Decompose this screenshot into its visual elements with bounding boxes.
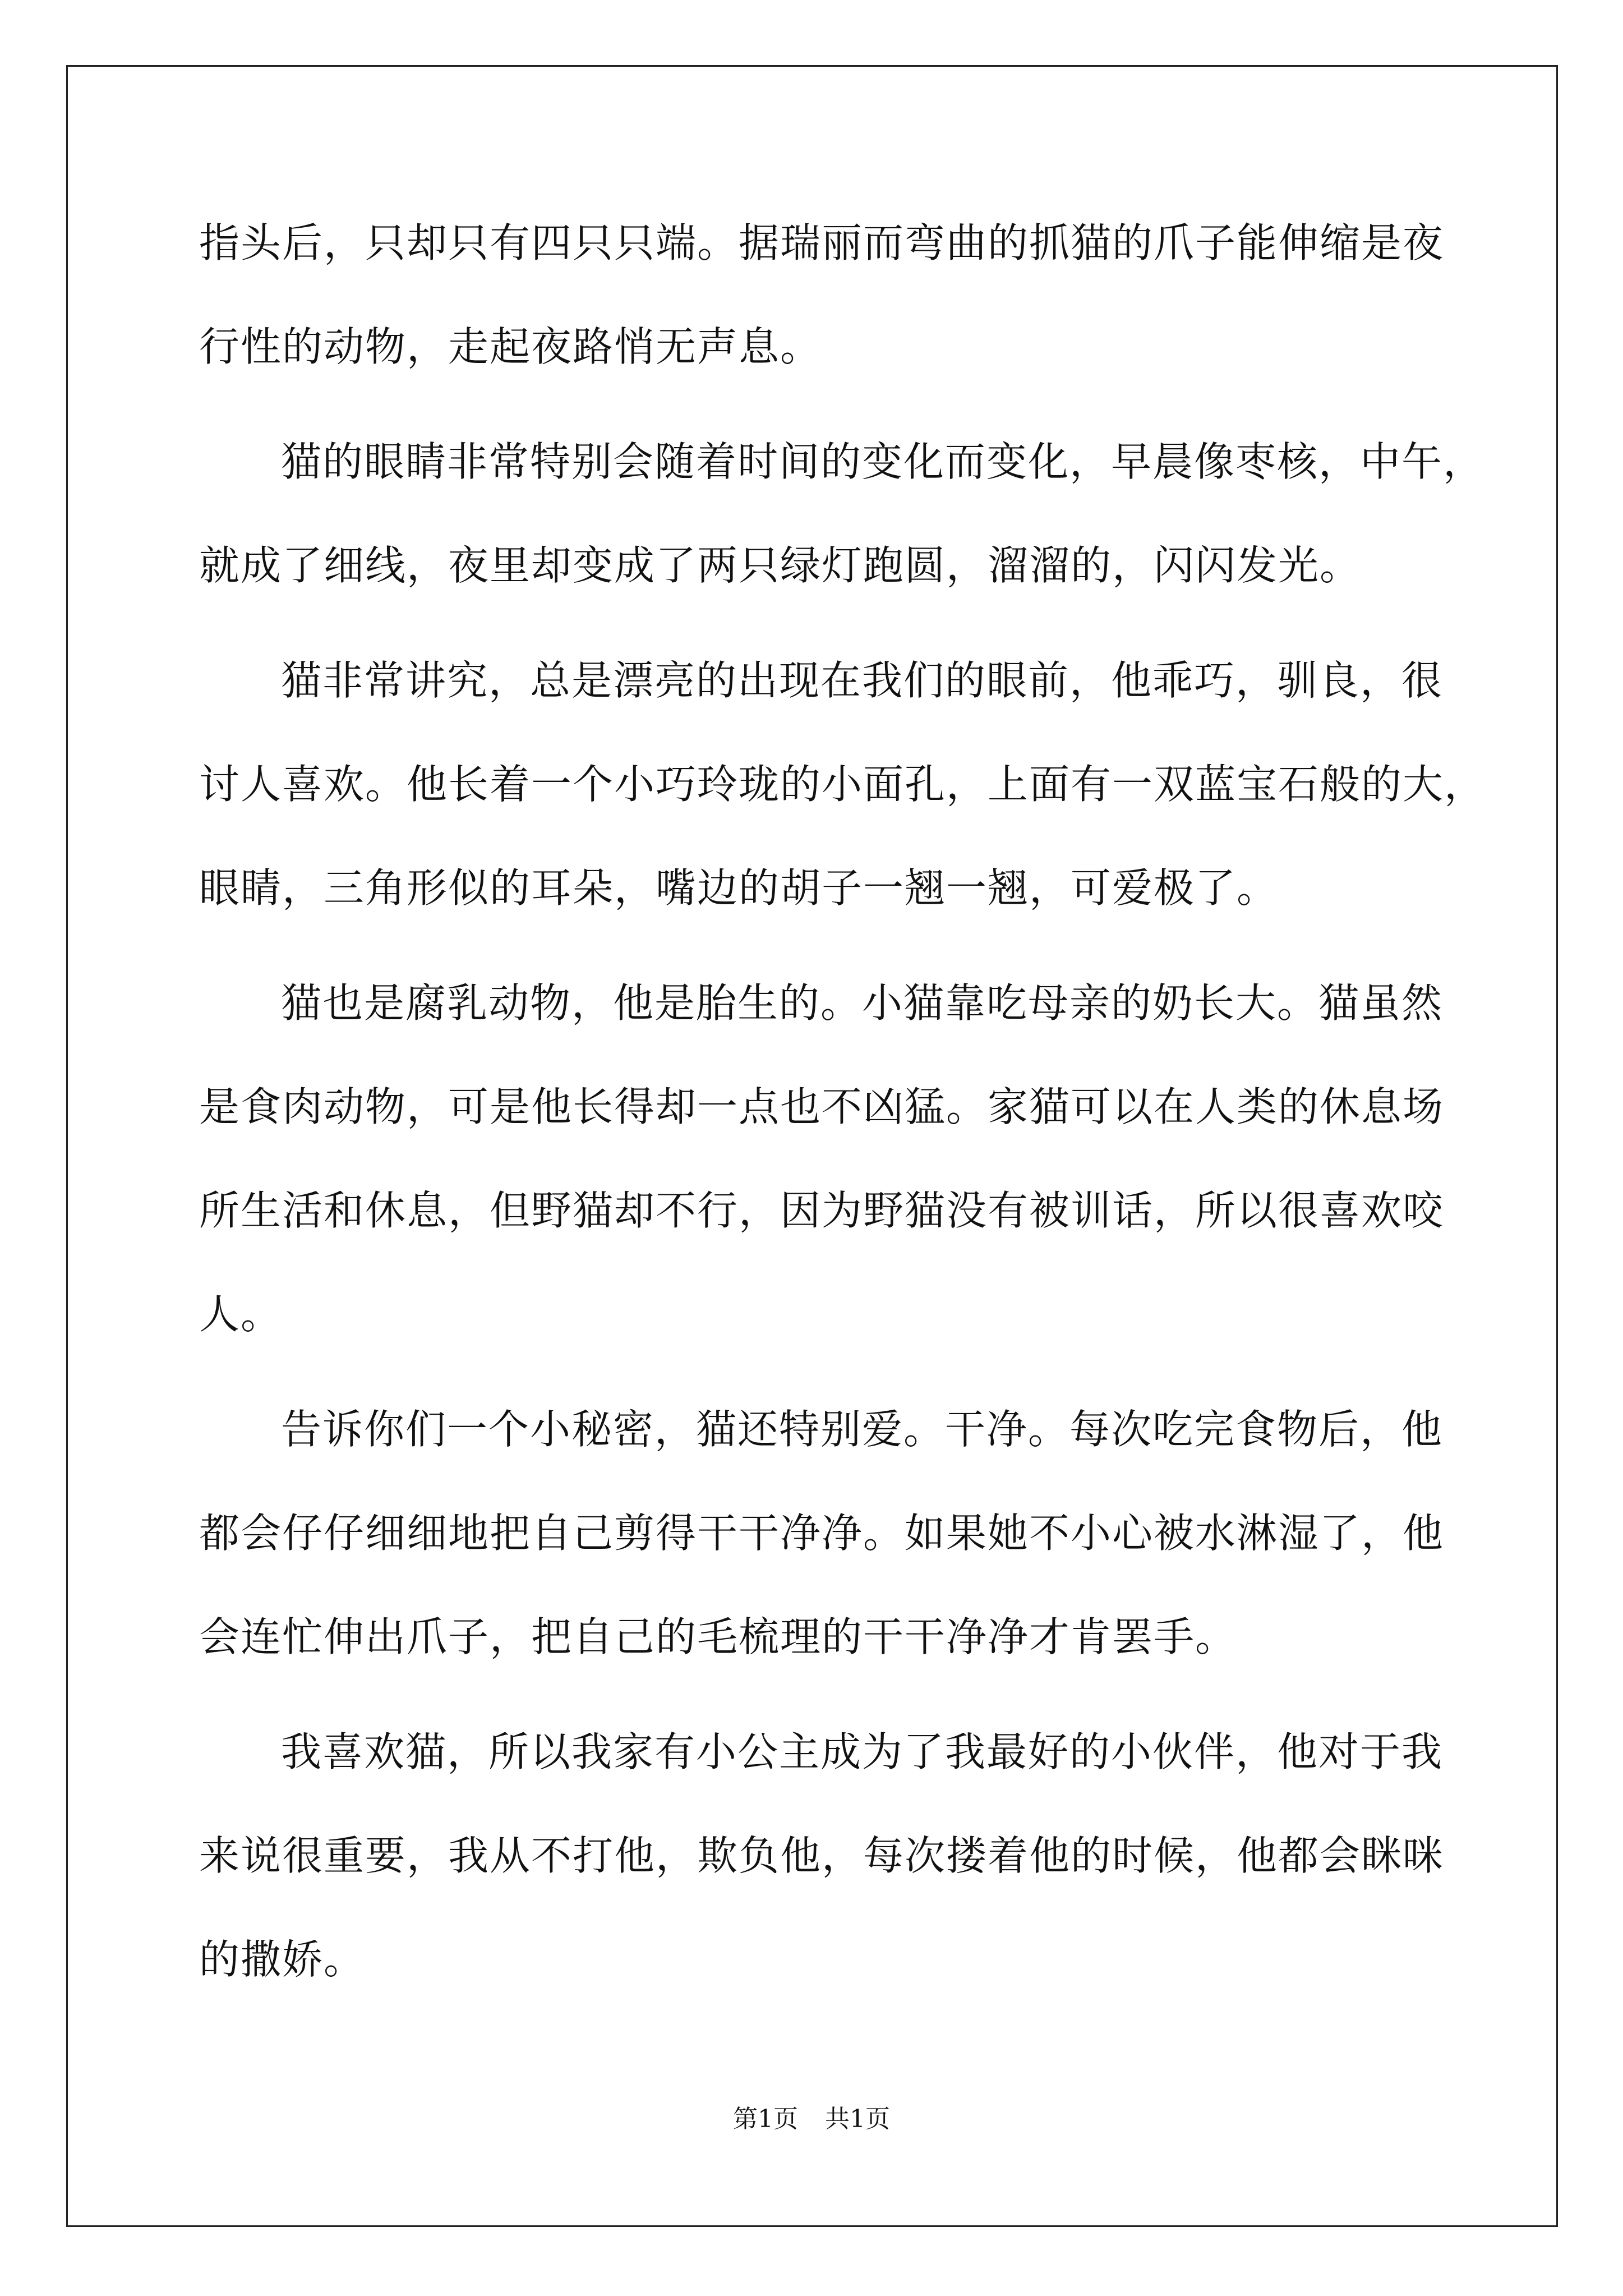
text-line: 我喜欢猫，所以我家有小公主成为了我最好的小伙伴，他对于我 [281, 1728, 1444, 1775]
text-line: 行性的动物，走起夜路悄无声息。 [199, 323, 822, 370]
text-line: 告诉你们一个小秘密，猫还特别爱。干净。每次吃完食物后，他 [281, 1406, 1444, 1453]
text-line: 讨人喜欢。他长着一个小巧玲珑的小面孔，上面有一双蓝宝石般的大， [199, 761, 1486, 808]
page-number-current: 第1页 [733, 2105, 798, 2133]
text-line: 猫的眼睛非常特别会随着时间的变化而变化，早晨像枣核，中午， [281, 438, 1485, 485]
text-line: 人。 [199, 1291, 283, 1338]
text-line: 就成了细线，夜里却变成了两只绿灯跑圆，溜溜的，闪闪发光。 [199, 542, 1362, 589]
page-number-total: 共1页 [825, 2105, 890, 2133]
text-line: 眼睛，三角形似的耳朵，嘴边的胡子一翘一翘，可爱极了。 [199, 864, 1279, 912]
text-line: 指头后，只却只有四只只端。据瑞丽而弯曲的抓猫的爪子能伸缩是夜 [199, 219, 1445, 266]
text-line: 所生活和休息，但野猫却不行，因为野猫没有被训话，所以很喜欢咬 [199, 1187, 1445, 1234]
text-line: 猫也是腐乳动物，他是胎生的。小猫靠吃母亲的奶长大。猫虽然 [281, 979, 1444, 1027]
page-footer [0, 2102, 1623, 2136]
text-line: 的撒娇。 [199, 1936, 366, 1983]
text-line: 猫非常讲究，总是漂亮的出现在我们的眼前，他乖巧，驯良，很 [281, 657, 1444, 704]
text-line: 会连忙伸出爪子，把自己的毛梳理的干干净净才肯罢手。 [199, 1613, 1237, 1660]
text-line: 来说很重要，我从不打他，欺负他，每次搂着他的时候，他都会眯咪 [199, 1832, 1445, 1879]
document-body [199, 215, 1486, 1987]
text-line: 都会仔仔细细地把自己剪得干干净净。如果她不小心被水淋湿了，他 [199, 1510, 1445, 1557]
text-line: 是食肉动物，可是他长得却一点也不凶猛。家猫可以在人类的休息场 [199, 1083, 1445, 1130]
